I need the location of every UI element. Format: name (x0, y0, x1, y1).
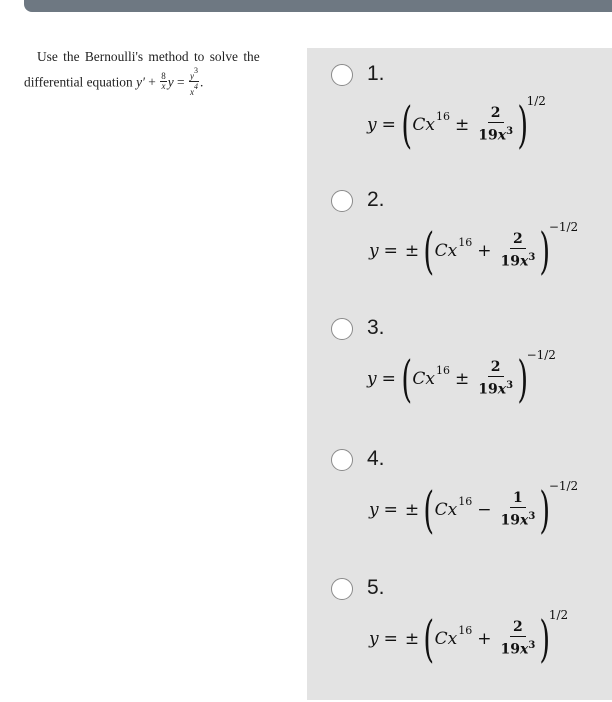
formula-inner-operator: + (477, 241, 492, 261)
radio-button[interactable] (331, 190, 353, 212)
formula-plus-minus: ± (404, 241, 420, 261)
eq-rhs-den: x4 (189, 82, 198, 97)
option-number: 5. (367, 576, 385, 599)
option-number: 4. (367, 447, 385, 470)
formula-equals: = (383, 241, 398, 261)
formula-fraction (498, 490, 537, 530)
formula-inner-operator: ± (454, 369, 470, 389)
formula-equals: = (383, 629, 398, 649)
formula-exponent: 16 (458, 494, 473, 508)
left-paren: ( (401, 96, 412, 154)
formula-exponent: 16 (435, 363, 450, 377)
answer-option-3[interactable] (307, 312, 612, 442)
formula-exponent: 16 (458, 623, 473, 637)
formula-x: x (447, 241, 458, 261)
formula-fraction (498, 619, 537, 659)
top-bar (24, 0, 612, 12)
answer-option-4[interactable] (307, 443, 612, 573)
fraction-numerator: 2 (488, 105, 504, 123)
answer-options-panel (307, 48, 612, 700)
answer-option-1[interactable] (307, 58, 612, 188)
right-paren: ) (517, 96, 529, 154)
eq-equals: = (177, 74, 185, 90)
eq-frac-num: 8 (161, 71, 166, 81)
formula-constant: C (412, 369, 426, 389)
formula-x: x (447, 500, 458, 520)
formula-lhs: y (367, 369, 377, 389)
answer-option-2[interactable] (307, 184, 612, 314)
formula-equals: = (381, 115, 396, 135)
option-number: 2. (367, 188, 385, 211)
formula-outer-exponent: 1/2 (526, 94, 546, 108)
right-paren: ) (517, 350, 529, 408)
formula-outer-exponent: −1/2 (526, 348, 556, 362)
right-paren: ) (539, 610, 551, 668)
formula-lhs: y (369, 241, 379, 261)
radio-button[interactable] (331, 64, 353, 86)
fraction-denominator: $19x^3$ (500, 640, 536, 658)
left-paren: ( (423, 222, 435, 280)
option-formula (369, 218, 578, 284)
formula-constant: C (434, 629, 448, 649)
formula-exponent: 16 (435, 109, 450, 123)
left-paren: ( (423, 610, 435, 668)
formula-x: x (425, 115, 435, 135)
option-number: 1. (367, 62, 385, 85)
formula-plus-minus: ± (404, 500, 420, 520)
fraction-denominator: $19x^3$ (478, 380, 514, 398)
fraction-numerator: 2 (510, 231, 526, 249)
eq-fraction-rhs (189, 66, 199, 97)
left-paren: ( (423, 481, 435, 539)
formula-inner-operator: ± (454, 115, 470, 135)
formula-inner-operator: + (477, 629, 492, 649)
formula-outer-exponent: −1/2 (548, 479, 579, 493)
eq-fraction-8-over-x (160, 72, 167, 91)
eq-yprime: y′ (136, 74, 145, 90)
formula-fraction (476, 105, 515, 145)
formula-constant: C (434, 241, 448, 261)
fraction-denominator: $19x^3$ (500, 511, 536, 529)
option-formula (367, 346, 556, 412)
eq-y: y (167, 74, 174, 90)
formula-lhs: y (369, 500, 379, 520)
formula-lhs: y (367, 115, 377, 135)
formula-x: x (447, 629, 458, 649)
question-line-1: Use the Bernoulli's method to solve the (37, 49, 260, 64)
formula-equals: = (381, 369, 396, 389)
eq-rhs-num: y3 (189, 66, 198, 81)
right-paren: ) (539, 481, 551, 539)
radio-button[interactable] (331, 449, 353, 471)
fraction-numerator: 2 (510, 619, 526, 637)
answer-option-5[interactable] (307, 572, 612, 702)
fraction-numerator: 1 (510, 490, 526, 508)
right-paren: ) (539, 222, 551, 280)
question-prefix: differential equation (24, 74, 133, 90)
formula-outer-exponent: −1/2 (548, 220, 579, 234)
eq-frac-den: x (161, 81, 166, 91)
formula-constant: C (412, 115, 426, 135)
option-formula (369, 606, 568, 672)
formula-fraction (498, 231, 537, 271)
formula-constant: C (434, 500, 448, 520)
fraction-denominator: $19x^3$ (500, 252, 536, 270)
option-formula (369, 477, 578, 543)
question-line-2 (24, 68, 286, 99)
formula-lhs: y (369, 629, 379, 649)
formula-fraction (476, 359, 515, 399)
question-text (24, 46, 286, 99)
formula-equals: = (383, 500, 398, 520)
fraction-numerator: 2 (488, 359, 504, 377)
option-formula (367, 92, 546, 158)
fraction-denominator: $19x^3$ (478, 126, 514, 144)
formula-exponent: 16 (458, 235, 473, 249)
radio-button[interactable] (331, 318, 353, 340)
radio-button[interactable] (331, 578, 353, 600)
formula-inner-operator: − (477, 500, 492, 520)
eq-plus: + (148, 74, 156, 90)
eq-end: . (199, 74, 204, 90)
left-paren: ( (401, 350, 412, 408)
formula-outer-exponent: 1/2 (548, 608, 569, 622)
formula-plus-minus: ± (404, 629, 420, 649)
formula-x: x (425, 369, 435, 389)
option-number: 3. (367, 316, 385, 339)
